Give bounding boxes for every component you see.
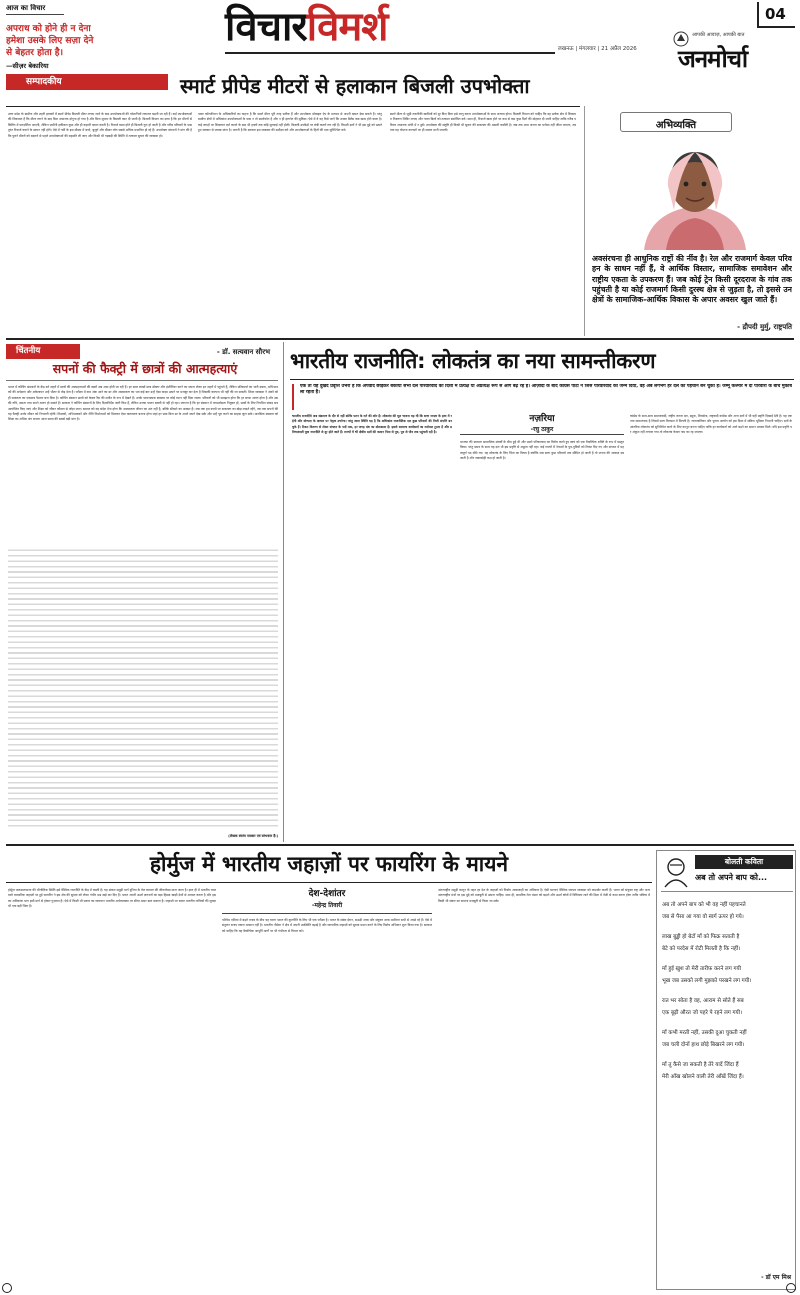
main-head-rule: [290, 379, 794, 380]
chintan-body-fill: [8, 548, 278, 830]
editorial-column: स्मार्ट मीटर से जुड़ी तकनीकी खामियों को दूर किए बिना इसे लागू करना उपभोक्ताओं के साथ अन्याय होगा। बिजली विभाग को चाहिए कि वह प्रत्येक क्षेत्र में शिकायत निवारण शिविर लगाए और गलत बिलों को तत्काल संशोधित करे। साथ ही, रिचार्ज खत्म होने पर कम से कम कुछ दिनों की मोहलत दी जानी चाहिए ताकि गरीब परिवार अचानक अंधेरे में न डूबें। उपभोक्ता की संतुष्टि ही किसी भी सुधार की सफलता की असली कसौटी है। जब तक आम जनता का भरोसा नहीं जीता जाएगा, तब तक यह योजना कागज़ों पर ही सफल मानी जाएगी।: [390, 112, 576, 133]
registration-mark: [2, 1283, 12, 1293]
poem-title-rule: [661, 891, 793, 892]
quote-line: हमेशा उसके लिए सज़ा देने: [6, 36, 94, 46]
bottom-column-heading: [222, 888, 432, 914]
page-number: 04: [765, 5, 786, 23]
abhivyakti-border: [584, 106, 585, 336]
portrait-icon: [604, 140, 786, 250]
chintan-body: भारत में कोचिंग संस्थानों के केंद्र बने शहरों में छात्रों की आत्महत्याओं की खबरें अब आम होती जा रही हैं। हर साल लाखों छात्र डॉक्टर और इंजीनियर बनने का सपना लेकर इन शहरों में पहुंचते हैं, लेकिन प्रतिस्पर्धा का भारी दबाव, अभिभावकों की अपेक्षाएं और अकेलापन उन्हें भीतर से तोड़ देता है। परीक्षा में कम अंक आने का डर और असफलता का भय कई बार उन्हें ऐसा कदम उठाने पर मजबूर कर देता है जिसकी कल्पना भी नहीं की जा सकती। शिक्षा व्यवस्था ने अंकों को ही सफलता का एकमात्र पैमाना बना दिया है। कोचिंग संस्थान छात्रों को केवल रैंक की मशीन के रूप में देखते हैं। उनके भावनात्मक स्वास्थ्य पर कोई ध्यान नहीं दिया जाता। परिवारों को भी समझना होगा कि हर बच्चा अलग होता है और उसकी रुचि, क्षमता तथा सपने अलग हो सकते हैं। सरकार ने कोचिंग संस्थानों के लिए दिशानिर्देश जारी किए हैं, लेकिन उनका पालन सख्ती से नहीं हो रहा। जरूरत है कि हर संस्थान में परामर्शदाता नियुक्त हों, छात्रों के लिए नियमित संवाद सत्र आयोजित किए जाएं और शिक्षा को जीवन कौशल से जोड़ा जाए। समाज को यह संदेश देना होगा कि असफलता जीवन का अंत नहीं है, बल्कि सीखने का अवसर है। जब तक हम बच्चों पर सफलता का बोझ लादते रहेंगे, तब तक सपनों की यह फैक्ट्री उनके जीवन को निगलती रहेगी। शिक्षकों, अभिभावकों और नीति निर्माताओं को मिलकर ऐसा वातावरण बनाना होगा जहां हर छात्र बिना डर के अपने सपने देख सके और उन्हें पूरा करने का साहस जुटा सके। मानसिक स्वास्थ्य को शिक्षा का अभिन्न अंग बनाना आज समय की सबसे बड़ी मांग है।: [8, 385, 278, 422]
bottom-column: होर्मुज जलडमरूमध्य की भौगोलिक स्थिति इसे वैश्विक राजनीति के केंद्र में रखती है। यह संकरा समुद्री मार्ग दुनिया के तेल व्यापार की जीवनरेखा माना जाता है। हाल ही में भारतीय ध्वज वाले व्यापारिक जहाज़ों पर हुई फायरिंग ने इस क्षेत्र की सुरक्षा को लेकर गंभीर प्रश्न खड़े कर दिए हैं। भारत अपनी ऊर्जा ज़रूरतों का बड़ा हिस्सा खाड़ी देशों से आयात करता है और इसका अधिकांश भाग इसी मार्ग से होकर गुज़रता है। ऐसे में किसी भी प्रकार का व्यवधान भारतीय अर्थव्यवस्था पर सीधा असर डाल सकता है। जहाज़ों पर सवार भारतीय नाविकों की सुरक्षा भी एक बड़ी चिंता है।: [8, 888, 216, 909]
abhivyakti-author: - द्रौपदी मुर्मु, राष्ट्रपति: [737, 323, 792, 331]
paper-tagline: आपकी आवाज़, आपकी बात: [692, 32, 745, 38]
main-column: भारतीय राजनीति अब संक्रमण के दौर से नहीं बल्कि पतन के गर्त की ओर है। लोकतंत्र की मूल भावना यह थी कि सत्ता जनता के हाथ में रहेगी और योग्यता के आधार पर नेतृत्व उभरेगा। परंतु आज स्थिति यह है कि अधिकांश राजनीतिक दल कुछ परिवारों की निजी संपत्ति बन चुके हैं। टिकट वितरण से लेकर संगठन के पदों तक, हर जगह वंश का बोलबाला है। इससे सामान्य कार्यकर्ता का मनोबल टूटता है और प्रतिभाशाली युवा राजनीति से दूर होते जाते हैं। राज्यों में भी क्षेत्रीय दलों की कमान पिता से पुत्र, पुत्र से पौत्र तक पहुंचती रही है।: [292, 414, 452, 435]
poem-stanza: माँ तू कैसे जा सकती है तेरे यादें जिंदा हैं मेरी आँख खोलने वाली तेरी आँखें जिंदा हैं।: [662, 1062, 744, 1080]
editorial-headline: स्मार्ट प्रीपेड मीटरों से हलाकान बिजली उपभोक्ता: [180, 74, 530, 98]
brand-left: विचार: [225, 4, 307, 50]
bottom-headline: होर्मुज में भारतीय जहाज़ों पर फायरिंग के मायने: [149, 852, 509, 876]
poem-stanza: अब तो अपने बाप को भी वह नहीं पहचानते जब से पैसा आ गया वो स्वर्ग ऊपर हो गये।: [662, 902, 746, 920]
bottom-column: अंतरराष्ट्रीय समुद्री कानून के तहत हर देश के जहाज़ों को निर्बाध आवाजाही का अधिकार है। ऐसी घटनाएं वैश्विक व्यापार व्यवस्था को कमज़ोर करती हैं। भारत को संयुक्त राष्ट्र और अन्य अंतरराष्ट्रीय मंचों पर इस मुद्दे को मज़बूती से उठाना चाहिए। साथ ही, सामरिक तेल भंडार को बढ़ाने और ऊर्जा स्रोतों में विविधता लाने की दिशा में तेज़ी से काम करना होगा ताकि भविष्य में किसी भी संकट का सामना मज़बूती से किया जा सके।: [438, 888, 650, 903]
brand-right: विमर्श: [306, 4, 388, 50]
chintan-label: चिंतनीय: [6, 344, 80, 359]
paper-name: जनमोर्चा: [678, 45, 748, 73]
bottom-head-rule: [6, 882, 652, 883]
column-author: -रघु ठाकुर: [530, 426, 554, 433]
main-intro-dropcap: [292, 384, 294, 410]
chintan-byline: - डॉ. सत्यवान सौरभ: [216, 348, 270, 356]
quote-author: —सीज़र बेकारिया: [6, 62, 49, 70]
poem-stanza: माँ हुई खुश तो मेरी तारीफ़ करने लग गयी भूख जब उसको लगी मुझको परखने लग गयी।: [662, 966, 752, 984]
main-intro: एक तो यह दुखद प्रवृत्ति उभरी है कि अपवाद छोड़कर बकाया सभी दल परिवारवाद की दिशा में प्रत्यक्ष या अप्रत्यक्ष रूप से आगे बढ़ रहे हैं। आज़ादी के बाद कांग्रेस पार्टी ने जिस परिवारवाद को जन्म दिया, वह अब लगभग हर दल की पहचान बन चुका है। जम्मू कश्मीर में दो परिवारों के बीच मुकाबला रहता है।: [300, 384, 792, 396]
main-headline: भारतीय राजनीति: लोकतंत्र का नया सामन्तीकरण: [290, 349, 656, 373]
poem-stanzas: [662, 899, 792, 1091]
masthead-underline: [225, 52, 555, 54]
bottom-column-label: देश-देशांतर: [308, 889, 346, 899]
bottom-column: पश्चिम एशिया में बढ़ते तनाव के बीच यह घटना भारत की कूटनीति के लिए भी एक परीक्षा है। भारत के संबंध ईरान, सऊदी अरब और संयुक्त अरब अमीरात सभी से अच्छे रहे हैं। ऐसे में संतुलन बनाए रखना आसान नहीं है। भारतीय नौसेना ने क्षेत्र में अपनी उपस्थिति बढ़ाई है और व्यापारिक जहाज़ों को सुरक्षा प्रदान करने के लिए विशेष अभियान शुरू किया गया है। सरकार को चाहिए कि वह वैकल्पिक आपूर्ति मार्गों पर भी गंभीरता से विचार करे।: [222, 918, 432, 933]
poet-illustration-icon: [659, 855, 693, 889]
poem-label: बोलती कविता: [695, 855, 793, 869]
paper-logo: [672, 30, 796, 73]
poem-box: [656, 850, 796, 1290]
quote-line: अपराध को होने ही न देना: [6, 24, 91, 34]
poem-stanza: माँ कभी मरती नहीं, उसकी दुआ चुकती नहीं जब चली दोनों हाथ छोड़े बिखरने लग गयी।: [662, 1030, 747, 1048]
president-portrait: [604, 140, 786, 250]
editorial-head-rule: [6, 106, 580, 107]
poem-credit: - डॉ एम मिश्र: [761, 1274, 791, 1281]
main-column: कांग्रेस के साथ-साथ समाजवादी, राष्ट्रीय जनता दल, द्रमुक, शिवसेना, राष्ट्रवादी कांग्रेस और अन्य दलों में भी यही प्रवृत्ति दिखाई देती है। यह एक नया सामन्तवाद है जिसमें सत्ता विरासत में मिलती है। न्यायपालिका और चुनाव आयोग को इस दिशा में सक्रिय भूमिका निभानी चाहिए। दलों के आंतरिक लोकतंत्र को सुनिश्चित करने के लिए कानून बनना चाहिए ताकि हर कार्यकर्ता को आगे बढ़ने का समान अवसर मिले। यदि इस प्रवृत्ति पर अंकुश नहीं लगाया गया तो लोकतंत्र केवल नाम का रह जाएगा।: [630, 414, 792, 435]
section-divider: [6, 338, 794, 340]
chintan-column-rule: [283, 342, 284, 842]
thought-of-day-box: [6, 4, 156, 70]
poem-title: अब तो अपने बाप को...: [695, 873, 768, 882]
chintan-credit: (लेखक स्वतंत्र पत्रकार एवं स्तंभकार हैं।): [228, 834, 278, 838]
section-brand: [225, 4, 555, 50]
editorial-column: उत्तर प्रदेश के ग्रामीण और शहरी इलाकों में स्मार्ट प्रीपेड बिजली मीटर लगाए जाने के बाद उपभोक्ताओं की परेशानियाँ लगातार बढ़ती जा रही हैं। कई उपभोक्ताओं की शिकायत है कि मीटर लगने के बाद बिल अचानक दोगुना हो गया है और बिना सूचना के बिजली काट दी जाती है। बिजली विभाग का दावा है कि इन मीटरों से बिलिंग में पारदर्शिता आएगी, लेकिन ज़मीनी हकीकत कुछ और ही कहानी बयान करती है। रिचार्ज खत्म होते ही बिजली गुल हो जाती है और गरीब परिवारों के पास तुरंत रिचार्ज कराने के साधन नहीं होते। ऐसे में गर्मी के इस मौसम में बच्चे, बुजुर्ग और बीमार लोग सबसे अधिक प्रभावित हो रहे हैं। उपभोक्ता संगठनों ने मांग की है कि पुराने मीटरों को बदलने से पहले उपभोक्ताओं की सहमति ली जाए और किसी भी गड़बड़ी की स्थिति में तत्काल सुधार की व्यवस्था हो।: [8, 112, 192, 138]
section-divider: [6, 844, 794, 846]
column-heading-box: [460, 413, 624, 435]
chintan-headline: सपनों की फैक्ट्री में छात्रों की आत्महत्याएं: [52, 361, 238, 376]
column-label: नज़रिया: [529, 414, 555, 424]
abhivyakti-label: अभिव्यक्ति: [655, 120, 697, 131]
registration-mark: [786, 1283, 796, 1293]
poem-stanza: रात भर सोता है वह, आराम से सोते हैं सब एक बूढ़ी औरत जो पहरे पे रहने लग गयी।: [662, 998, 744, 1016]
abhivyakti-label-box: [620, 112, 732, 132]
bottom-column-author: -महेन्द्र तिवारी: [311, 902, 343, 909]
dateline: लखनऊ | मंगलवार | 21 अप्रैल 2026: [558, 46, 637, 52]
page-number-box: [757, 2, 795, 28]
poem-stanza: लाख बुड्ढी हो बेटों माँ को फिक्र सताती है बेटे को परदेस में रोटी मिलती है कि नहीं।: [662, 934, 741, 952]
editorial-label: सम्पादकीय: [6, 74, 168, 90]
main-column: भाजपा की स्थापना सामाजिक संघर्षों के बीच हुई थी और उसने परिवारवाद का विरोध करते हुए स्वयं को एक वैकल्पिक शक्ति के रूप में प्रस्तुत किया। परंतु समय के साथ यह दल भी इस प्रवृत्ति से अछूता नहीं रहा। कई राज्यों में नेताओं के पुत्र-पुत्रियों को टिकट दिए गए और संगठन में महत्वपूर्ण पद सौंपे गए। यह लोकतंत्र के लिए चिंता का विषय है क्योंकि जब सत्ता कुछ परिवारों तक सीमित हो जाती है तो जनता की आवाज़ दब जाती है और जवाबदेही कम हो जाती है।: [460, 440, 624, 461]
editorial-column: पावर कॉरपोरेशन के अधिकारियों का कहना है कि स्मार्ट मीटर पूरी तरह सटीक हैं और उपभोक्ता मोबाइल ऐप के माध्यम से अपनी खपत देख सकते हैं। परंतु ग्रामीण क्षेत्रों में अधिकांश उपभोक्ताओं के पास न तो स्मार्टफोन है और न ही इंटरनेट की सुविधा। ऐसे में वे यह कैसे जानें कि उनका बैलेंस कब खत्म होने वाला है। कई जगहों पर शिकायत दर्ज कराने के बाद भी हफ्तों तक कोई सुनवाई नहीं होती। बिजली उपकेंद्रों पर लंबी कतारें लग रही हैं। विपक्षी दलों ने भी इस मुद्दे को उठाते हुए सरकार से जवाब मांगा है। जरूरी है कि सरकार इस व्यवस्था की समीक्षा करे और उपभोक्ताओं के हितों की रक्षा सुनिश्चित करे।: [198, 112, 382, 133]
abhivyakti-quote: अवसंरचना ही आधुनिक राष्ट्रों की नींव है। रेल और राजमार्ग केवल परिवहन के साधन नहीं हैं, वे आर्थिक विस्तार, सामाजिक समावेशन और राष्ट्रीय एकता के उपकरण हैं। जब कोई ट्रेन किसी दूरदराज के गांव तक पहुंचती है या कोई राजमार्ग किसी दुरस्थ क्षेत्र से जुड़ता है, तो इससे उन क्षेत्रों के सामाजिक-आर्थिक विकास के अपार अवसर खुल जाते हैं।: [592, 254, 792, 305]
chintan-head-rule: [6, 380, 278, 381]
thought-of-day-title: आज का विचार: [6, 4, 64, 15]
quote-line: से बेहतर होता है।: [6, 48, 63, 58]
